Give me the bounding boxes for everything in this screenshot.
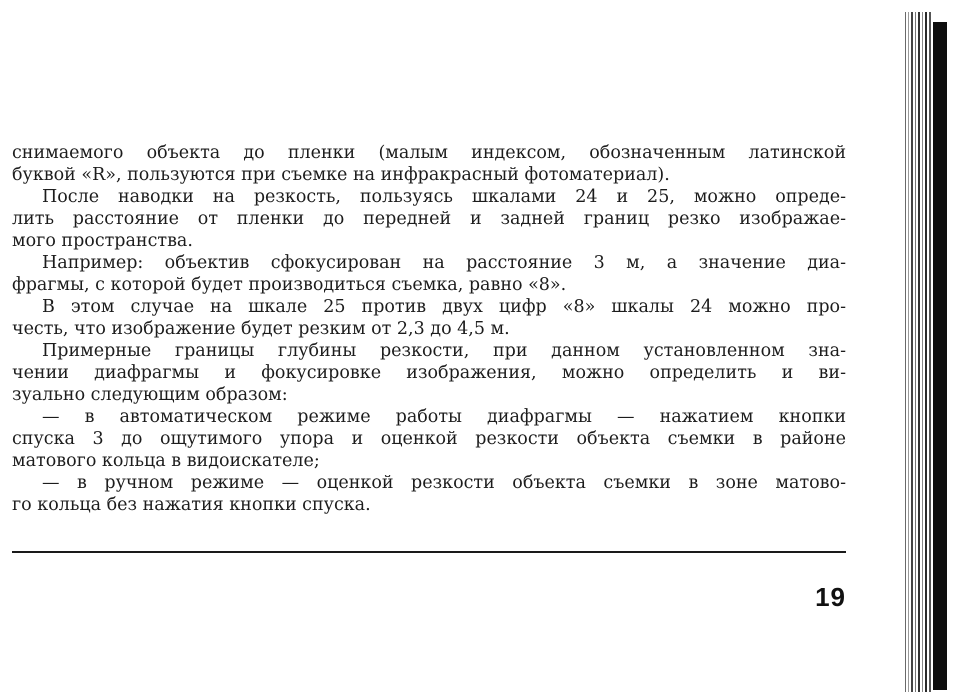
text-line: Например: объектив сфокусирован на расстояние 3 м, а значение диа- [42,253,846,273]
text-line: зуально следующим образом: [12,385,288,405]
text-line: чении диафрагмы и фокусировке изображения, можно определить и ви- [12,363,846,383]
spine-shadow [933,22,947,690]
text-line: снимаемого объекта до пленки (малым индексом, обозначенным латинской [12,143,846,163]
text-line: — в ручном режиме — оценкой резкости объекта съемки в зоне матово- [42,473,846,493]
text-line: буквой «R», пользуются при съемке на инфракрасный фотоматериал). [12,165,670,185]
text-line: Примерные границы глубины резкости, при данном установленном зна- [42,341,846,361]
page-number: 19 [815,582,846,612]
text-line: фрагмы, с которой будет производиться съемка, равно «8». [12,275,567,295]
book-spine-edge [903,12,947,692]
text-line: спуска 3 до ощутимого упора и оценкой резкости объекта съемки в районе [12,429,846,449]
text-line: В этом случае на шкале 25 против двух цифр «8» шкалы 24 можно про- [42,297,846,317]
text-line: После наводки на резкость, пользуясь шкалами 24 и 25, можно опреде- [42,187,846,207]
text-line: честь, что изображение будет резким от 2,3 до 4,5 м. [12,319,510,339]
text-line: мого пространства. [12,231,193,251]
text-line: — в автоматическом режиме работы диафрагмы — нажатием кнопки [42,407,846,427]
footer-rule [12,551,846,553]
text-line: лить расстояние от пленки до передней и задней границ резко изображае- [12,209,846,229]
text-line: го кольца без нажатия кнопки спуска. [12,495,371,515]
text-line: матового кольца в видоискателе; [12,451,320,471]
body-text [12,142,846,516]
